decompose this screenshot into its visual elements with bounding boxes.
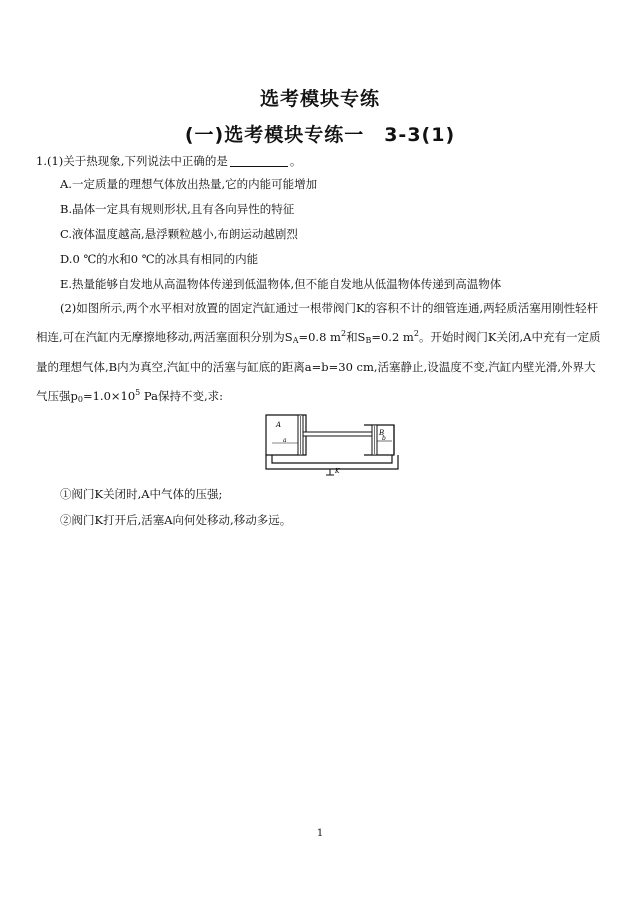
label-b: B bbox=[379, 429, 385, 437]
q2-text-3: 和S bbox=[346, 330, 366, 344]
label-valve: K bbox=[335, 468, 340, 475]
q2-sup-3: 5 bbox=[135, 388, 141, 397]
label-dist-a: a bbox=[283, 437, 287, 444]
q2-text-1: (2)如图所示,两个水平相对放置的固定汽缸通过一根带阀门K的容积不计的细管连通,两轻质活塞用刚性轻杆相连,可在汽缸内无摩擦地移动,两活塞面积分别为S bbox=[36, 301, 599, 344]
sub-question-1: ①阀门K关闭时,A中气体的压强; bbox=[60, 487, 223, 501]
answer-blank bbox=[230, 156, 288, 167]
q2-sup-1: 2 bbox=[340, 329, 347, 338]
label-dist-b: b bbox=[382, 435, 386, 442]
q2-sub-b: B bbox=[365, 336, 372, 345]
q2-text-2: =0.8 m bbox=[298, 330, 341, 344]
question-1-stem bbox=[36, 153, 301, 169]
page-title: 选考模块专练 bbox=[259, 88, 380, 110]
q2-text-6: =1.0×10 bbox=[82, 389, 136, 403]
cylinder-diagram bbox=[258, 405, 408, 477]
option-e: E.热量能够自发地从高温物体传递到低温物体,但不能自发地从低温物体传递到高温物体 bbox=[60, 277, 502, 291]
q2-sub-0: 0 bbox=[77, 395, 83, 404]
page-subtitle: (一)选考模块专练一 3-3(1) bbox=[184, 124, 456, 146]
page-number: 1 bbox=[316, 828, 324, 839]
sub-question-2: ②阀门K打开后,活塞A向何处移动,移动多远。 bbox=[60, 513, 292, 527]
option-a: A.一定质量的理想气体放出热量,它的内能可能增加 bbox=[60, 177, 318, 191]
option-b: B.晶体一定具有规则形状,且有各向异性的特征 bbox=[60, 202, 295, 216]
q2-text-4: =0.2 m bbox=[371, 330, 414, 344]
q2-text-7: Pa保持不变,求: bbox=[140, 389, 224, 403]
q2-sup-2: 2 bbox=[413, 329, 419, 338]
q2-text-5: 。开始时阀门K关闭,A中充有一定质量的理想气体,B内为真空,汽缸中的活塞与缸底的距离a=b=30 cm,活塞静止,设温度不变,汽缸内壁光滑,外界大气压强p bbox=[36, 330, 601, 403]
piston-rod bbox=[303, 432, 372, 436]
question-1-stem-end: 。 bbox=[289, 154, 302, 168]
label-a: A bbox=[276, 421, 282, 429]
question-1-stem-text: 1.(1)关于热现象,下列说法中正确的是 bbox=[36, 154, 228, 168]
connecting-tube bbox=[266, 455, 398, 469]
option-d: D.0 ℃的水和0 ℃的冰具有相同的内能 bbox=[60, 252, 259, 266]
question-2-text bbox=[36, 295, 606, 413]
option-c: C.液体温度越高,悬浮颗粒越小,布朗运动越剧烈 bbox=[60, 227, 298, 241]
q2-sub-a: A bbox=[292, 336, 299, 345]
